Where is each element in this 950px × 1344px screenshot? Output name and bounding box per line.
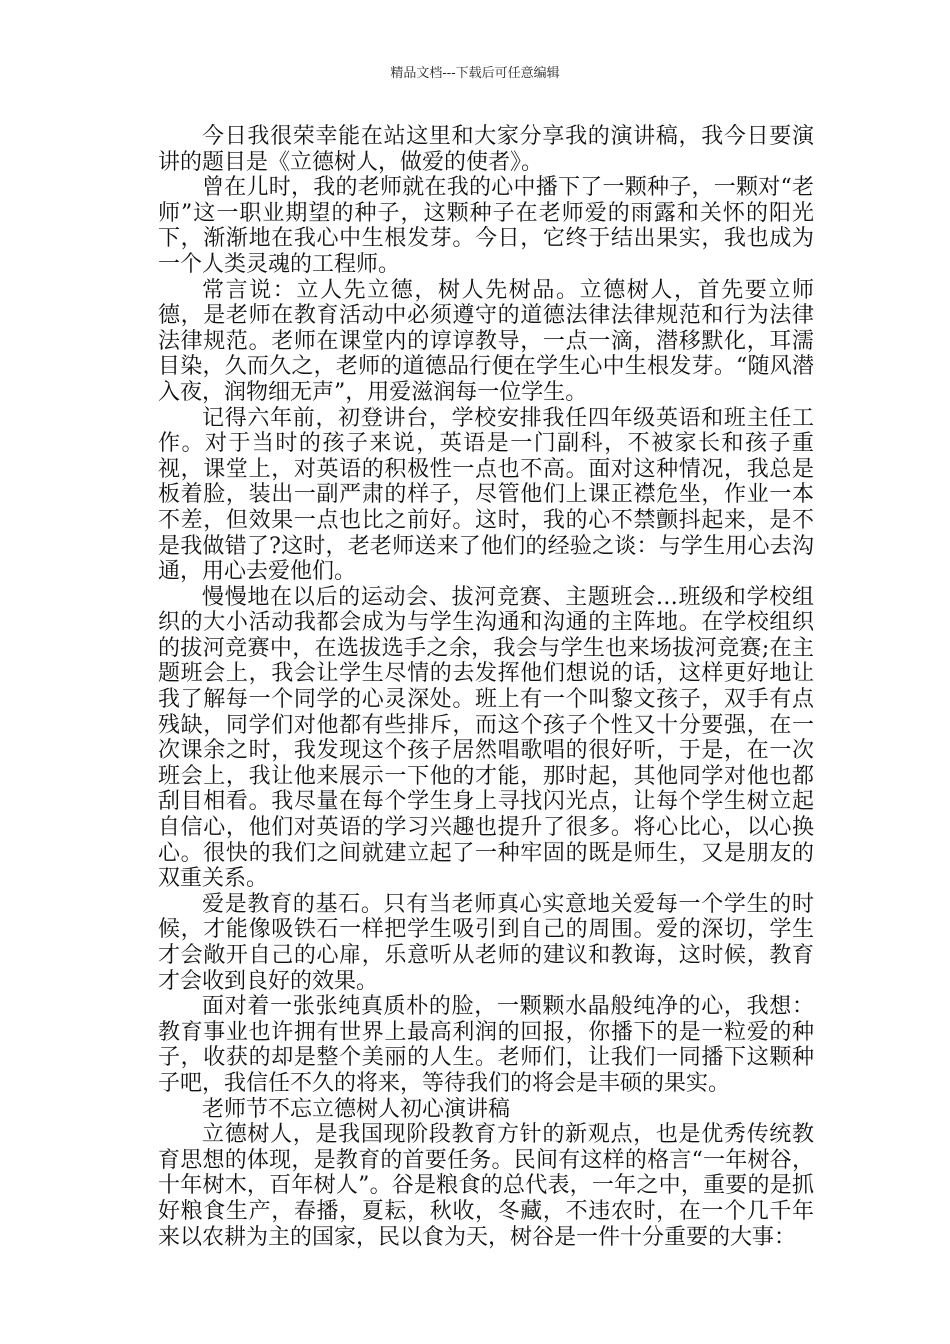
paragraph-facing-faces: 面对着一张张纯真质朴的脸，一颗颗水晶般纯净的心，我想：教育事业也许拥有世界上最高利润的回报，你播下的是一粒爱的种子，收获的却是整个美丽的人生。老师们，让我们一同播下这颗种子吧，我信任不久的将来，等待我们的将会是丰硕的果实。 <box>158 994 814 1096</box>
paragraph-saying: 常言说：立人先立德，树人先树品。立德树人，首先要立师德，是老师在教育活动中必须遵守的道德法律法律规范和行为法律法律规范。老师在课堂内的谆谆教导，一点一滴，潜移默化，耳濡目染，久而久之，老师的道德品行便在学生心中生根发芽。“随风潜入夜，润物细无声”，用爱滋润每一位学生。 <box>158 277 814 405</box>
paragraph-activities: 慢慢地在以后的运动会、拔河竞赛、主题班会…班级和学校组织的大小活动我都会成为与学生沟通和沟通的主阵地。在学校组织的拔河竞赛中，在选拔选手之余，我会与学生也来场拔河竞赛;在主题班会上，我会让学生尽情的去发挥他们想说的话，这样更好地让我了解每一个同学的心灵深处。班上有一个叫黎文孩子，双手有点残缺，同学们对他都有些排斥，而这个孩子个性又十分要强，在一次课余之时，我发现这个孩子居然唱歌唱的很好听，于是，在一次班会上，我让他来展示一下他的才能，那时起，其他同学对他也都刮目相看。我尽量在每个学生身上寻找闪光点，让每个学生树立起自信心，他们对英语的学习兴趣也提升了很多。将心比心，以心换心。很快的我们之间就建立起了一种牢固的既是师生，又是朋友的双重关系。 <box>158 584 814 892</box>
page-header: 精品文档---下载后可任意编辑 <box>390 66 560 81</box>
paragraph-lide-shuren: 立德树人，是我国现阶段教育方针的新观点，也是优秀传统教育思想的体现，是教育的首要任务。民间有这样的格言“一年树谷，十年树木，百年树人”。谷是粮食的总代表，一年之中，重要的是抓好粮食生产，春播，夏耘，秋收，冬藏，不违农时，在一个几千年来以农耕为主的国家，民以食为天，树谷是一件十分重要的大事： <box>158 1122 814 1250</box>
paragraph-childhood: 曾在儿时，我的老师就在我的心中播下了一颗种子，一颗对“老师”这一职业期望的种子，这颗种子在老师爱的雨露和关怀的阳光下，渐渐地在我心中生根发芽。今日，它终于结出果实，我也成为一个人类灵魂的工程师。 <box>158 175 814 277</box>
paragraph-love-foundation: 爱是教育的基石。只有当老师真心实意地关爱每一个学生的时候，才能像吸铁石一样把学生吸引到自己的周围。爱的深切，学生才会敞开自己的心扉，乐意听从老师的建议和教诲，这时候，教育才会收到良好的效果。 <box>158 891 814 994</box>
paragraph-intro: 今日我很荣幸能在站这里和大家分享我的演讲稿，我今日要演讲的题目是《立德树人，做爱的使者》。 <box>158 124 814 175</box>
paragraph-six-years-ago: 记得六年前，初登讲台，学校安排我任四年级英语和班主任工作。对于当时的孩子来说，英语是一门副科，不被家长和孩子重视，课堂上，对英语的积极性一点也不高。面对这种情况，我总是板着脸，装出一副严肃的样子，尽管他们上课正襟危坐，作业一本不差，但效果一点也比之前好。这时，我的心不禁颤抖起来，是不是我做错了?这时，老老师送来了他们的经验之谈：与学生用心去沟通，用心去爱他们。 <box>158 405 814 585</box>
section-title: 老师节不忘立德树人初心演讲稿 <box>202 1096 511 1122</box>
document-body <box>158 124 814 1250</box>
